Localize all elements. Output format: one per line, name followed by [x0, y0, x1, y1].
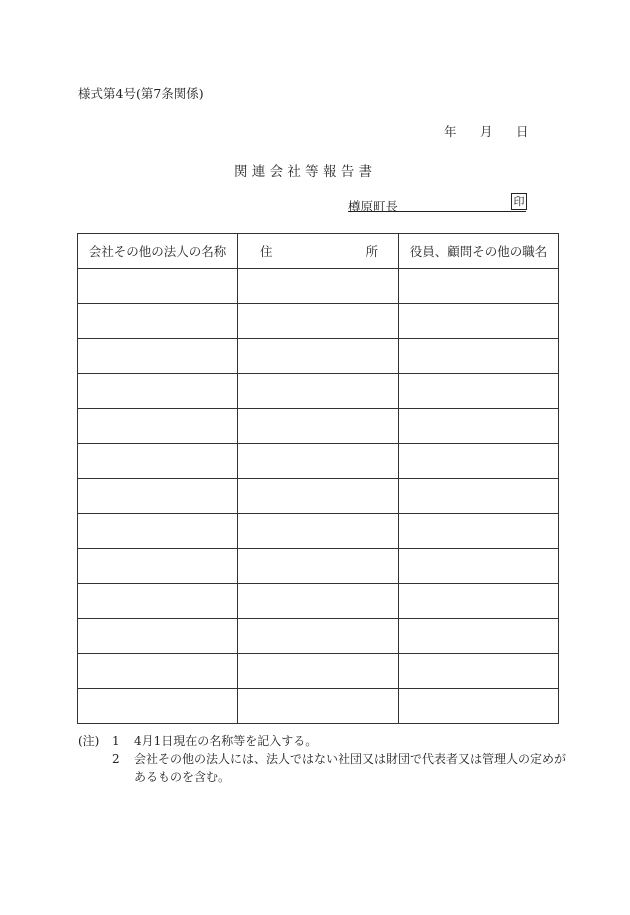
notes-section: [78, 732, 566, 786]
address-cell[interactable]: [238, 689, 399, 724]
position-cell[interactable]: [399, 444, 559, 479]
company-name-cell[interactable]: [78, 619, 238, 654]
position-cell[interactable]: [399, 339, 559, 374]
address-cell[interactable]: [238, 479, 399, 514]
address-cell[interactable]: [238, 514, 399, 549]
document-title: 関 連 会 社 等 報 告 書: [234, 164, 373, 180]
date-year-label: 年: [444, 124, 457, 139]
position-cell[interactable]: [399, 304, 559, 339]
company-name-cell[interactable]: [78, 654, 238, 689]
position-cell[interactable]: [399, 479, 559, 514]
position-cell[interactable]: [399, 689, 559, 724]
note-continuation: あるものを含む。: [134, 770, 231, 784]
note-item: [78, 732, 566, 750]
header-company-name: 会社その他の法人の名称: [78, 234, 238, 269]
table-row: [78, 269, 559, 304]
recipient-underline: [348, 211, 526, 212]
table-row: [78, 339, 559, 374]
position-cell[interactable]: [399, 549, 559, 584]
address-cell[interactable]: [238, 409, 399, 444]
company-name-cell[interactable]: [78, 374, 238, 409]
form-number: 様式第4号(第7条関係): [78, 86, 204, 101]
address-cell[interactable]: [238, 304, 399, 339]
note-text: 会社その他の法人には、法人ではない社団又は財団で代表者又は管理人の定めが: [134, 752, 567, 766]
table-row: [78, 304, 559, 339]
table-body: [78, 269, 559, 724]
position-cell[interactable]: [399, 374, 559, 409]
table-row: [78, 479, 559, 514]
company-name-cell[interactable]: [78, 514, 238, 549]
header-address: [238, 234, 399, 269]
position-cell[interactable]: [399, 514, 559, 549]
table-header-row: [78, 234, 559, 269]
table-row: [78, 374, 559, 409]
table-row: [78, 409, 559, 444]
header-position: 役員、顧問その他の職名: [399, 234, 559, 269]
company-name-cell[interactable]: [78, 409, 238, 444]
company-name-cell[interactable]: [78, 689, 238, 724]
recipient-name: 樽原町長: [348, 199, 399, 214]
address-cell[interactable]: [238, 444, 399, 479]
date-line: [444, 122, 529, 140]
address-cell[interactable]: [238, 654, 399, 689]
company-name-cell[interactable]: [78, 304, 238, 339]
position-cell[interactable]: [399, 269, 559, 304]
table-row: [78, 514, 559, 549]
header-address-part2: 所: [365, 244, 378, 259]
company-name-cell[interactable]: [78, 269, 238, 304]
address-cell[interactable]: [238, 549, 399, 584]
date-month-label: 月: [480, 124, 493, 139]
table-row: [78, 549, 559, 584]
address-cell[interactable]: [238, 584, 399, 619]
seal-stamp-box: 印: [511, 193, 527, 210]
company-name-cell[interactable]: [78, 339, 238, 374]
note-text: 4月1日現在の名称等を記入する。: [134, 734, 318, 748]
position-cell[interactable]: [399, 584, 559, 619]
company-name-cell[interactable]: [78, 549, 238, 584]
company-name-cell[interactable]: [78, 584, 238, 619]
address-cell[interactable]: [238, 374, 399, 409]
date-day-label: 日: [516, 124, 529, 139]
table-row: [78, 584, 559, 619]
header-address-part1: 住: [260, 244, 273, 259]
address-cell[interactable]: [238, 269, 399, 304]
position-cell[interactable]: [399, 619, 559, 654]
note-number: 2: [112, 752, 120, 766]
table-row: [78, 444, 559, 479]
company-name-cell[interactable]: [78, 444, 238, 479]
note-item: [78, 750, 566, 768]
position-cell[interactable]: [399, 409, 559, 444]
table-row: [78, 654, 559, 689]
report-table: [77, 233, 559, 724]
address-cell[interactable]: [238, 339, 399, 374]
notes-label: (注): [78, 734, 100, 748]
address-cell[interactable]: [238, 619, 399, 654]
position-cell[interactable]: [399, 654, 559, 689]
note-number: 1: [112, 734, 120, 748]
table-row: [78, 689, 559, 724]
company-name-cell[interactable]: [78, 479, 238, 514]
table-row: [78, 619, 559, 654]
